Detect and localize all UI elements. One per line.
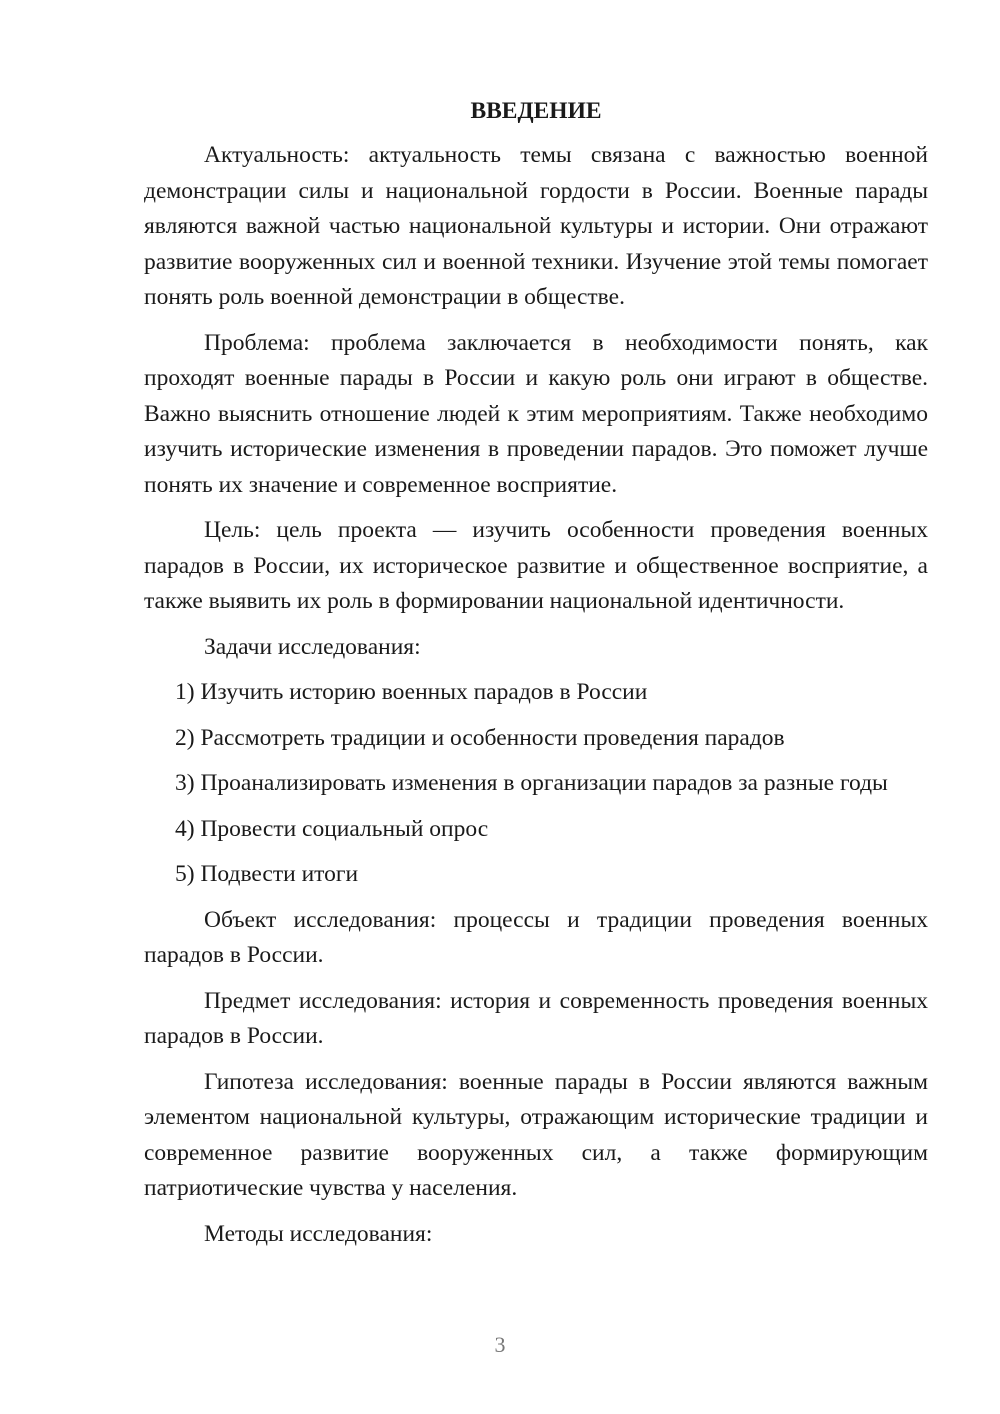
- paragraph-relevance: Актуальность: актуальность темы связана с важностью военной демонстрации силы и национальной гордости в России. Военные парады являются важной частью национальной культуры и истории. Они отражают развитие вооруженных сил и военной техники. Изучение этой темы помогает понять роль военной демонстрации в обществе.: [144, 142, 928, 310]
- paragraph-hypothesis: Гипотеза исследования: военные парады в России являются важным элементом национальной культуры, отражающим исторические традиции и современное развитие вооруженных сил, а также формирующим патриотические чувства у населения.: [144, 1068, 928, 1201]
- paragraph-subject: Предмет исследования: история и современность проведения военных парадов в России.: [144, 987, 928, 1049]
- methods-heading: Методы исследования:: [204, 1220, 433, 1247]
- paragraph-goal: Цель: цель проекта — изучить особенности проведения военных парадов в России, их историческое развитие и общественное восприятие, а также выявить их роль в формировании национальной идентичности.: [144, 517, 928, 614]
- page-content: [144, 96, 928, 1262]
- task-item: 3) Проанализировать изменения в организации парадов за разные годы: [175, 770, 888, 796]
- tasks-heading: Задачи исследования:: [204, 633, 421, 660]
- page-number: 3: [494, 1332, 506, 1357]
- paragraph-problem: Проблема: проблема заключается в необходимости понять, как проходят военные парады в России и какую роль они играют в обществе. Важно выяснить отношение людей к этим мероприятиям. Также необходимо изучить исторические изменения в проведении парадов. Это поможет лучше понять их значение и современное восприятие.: [144, 329, 928, 498]
- paragraph-object: Объект исследования: процессы и традиции проведения военных парадов в России.: [144, 906, 928, 968]
- task-item: 2) Рассмотреть традиции и особенности проведения парадов: [175, 724, 785, 751]
- section-title: ВВЕДЕНИЕ: [470, 98, 602, 124]
- task-item: 5) Подвести итоги: [175, 861, 359, 887]
- task-item: 1) Изучить историю военных парадов в России: [175, 679, 648, 705]
- task-item: 4) Провести социальный опрос: [175, 815, 489, 842]
